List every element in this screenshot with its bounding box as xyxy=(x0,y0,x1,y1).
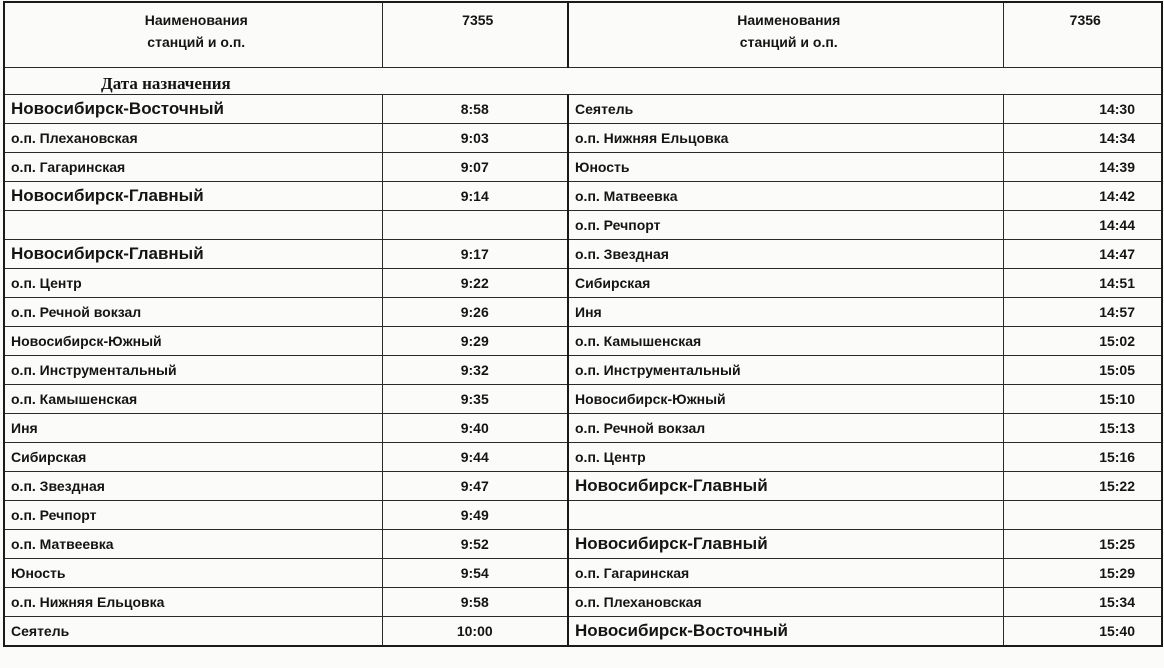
time-left: 9:22 xyxy=(382,269,568,298)
time-left: 9:54 xyxy=(382,559,568,588)
station-right: Новосибирск-Южный xyxy=(568,385,1003,414)
time-left: 9:32 xyxy=(382,356,568,385)
time-left: 10:00 xyxy=(382,617,568,647)
table-row xyxy=(4,269,1162,298)
table-row xyxy=(4,298,1162,327)
station-left: о.п. Инструментальный xyxy=(4,356,382,385)
station-right: о.п. Камышенская xyxy=(568,327,1003,356)
station-right: Новосибирск-Восточный xyxy=(568,617,1003,647)
time-left: 9:49 xyxy=(382,501,568,530)
station-left: Иня xyxy=(4,414,382,443)
time-left: 9:07 xyxy=(382,153,568,182)
time-left: 9:40 xyxy=(382,414,568,443)
station-right: Новосибирск-Главный xyxy=(568,472,1003,501)
table-row xyxy=(4,472,1162,501)
date-label: Дата назначения xyxy=(4,68,1162,95)
table-row xyxy=(4,559,1162,588)
station-right: о.п. Гагаринская xyxy=(568,559,1003,588)
time-right: 14:51 xyxy=(1003,269,1162,298)
station-left: Новосибирск-Главный xyxy=(4,182,382,211)
station-right: Новосибирск-Главный xyxy=(568,530,1003,559)
time-right: 14:42 xyxy=(1003,182,1162,211)
timetable-body xyxy=(4,95,1162,647)
header-line: станций и о.п. xyxy=(147,34,246,50)
time-left: 9:44 xyxy=(382,443,568,472)
time-right: 15:13 xyxy=(1003,414,1162,443)
table-row xyxy=(4,588,1162,617)
table-row xyxy=(4,356,1162,385)
time-right: 15:29 xyxy=(1003,559,1162,588)
station-left: Новосибирск-Восточный xyxy=(4,95,382,124)
station-right: о.п. Нижняя Ельцовка xyxy=(568,124,1003,153)
time-right: 15:22 xyxy=(1003,472,1162,501)
time-right xyxy=(1003,501,1162,530)
table-row xyxy=(4,124,1162,153)
station-left xyxy=(4,211,382,240)
station-right: Сибирская xyxy=(568,269,1003,298)
time-right: 15:34 xyxy=(1003,588,1162,617)
station-right xyxy=(568,501,1003,530)
station-right: о.п. Речной вокзал xyxy=(568,414,1003,443)
station-left: о.п. Нижняя Ельцовка xyxy=(4,588,382,617)
table-row xyxy=(4,327,1162,356)
time-right: 15:05 xyxy=(1003,356,1162,385)
timetable xyxy=(3,1,1163,647)
time-right: 15:40 xyxy=(1003,617,1162,647)
table-row xyxy=(4,95,1162,124)
header-line: Наименования xyxy=(144,12,248,28)
table-row xyxy=(4,182,1162,211)
date-row xyxy=(4,68,1162,95)
station-left: о.п. Звездная xyxy=(4,472,382,501)
table-row xyxy=(4,617,1162,647)
table-row xyxy=(4,501,1162,530)
header-train-7355: 7355 xyxy=(382,2,568,68)
station-left: Новосибирск-Южный xyxy=(4,327,382,356)
table-row xyxy=(4,153,1162,182)
header-line: Наименования xyxy=(737,12,841,28)
time-right: 15:25 xyxy=(1003,530,1162,559)
station-left: о.п. Речпорт xyxy=(4,501,382,530)
time-left: 9:29 xyxy=(382,327,568,356)
station-left: Юность xyxy=(4,559,382,588)
time-left: 9:14 xyxy=(382,182,568,211)
table-row xyxy=(4,443,1162,472)
time-right: 14:57 xyxy=(1003,298,1162,327)
header-train-7356: 7356 xyxy=(1003,2,1162,68)
header-line: станций и о.п. xyxy=(739,34,838,50)
station-right: о.п. Инструментальный xyxy=(568,356,1003,385)
station-left: Новосибирск-Главный xyxy=(4,240,382,269)
time-right: 14:30 xyxy=(1003,95,1162,124)
station-left: Сеятель xyxy=(4,617,382,647)
station-right: Сеятель xyxy=(568,95,1003,124)
station-left: о.п. Центр xyxy=(4,269,382,298)
time-right: 14:44 xyxy=(1003,211,1162,240)
station-left: о.п. Речной вокзал xyxy=(4,298,382,327)
time-left: 9:03 xyxy=(382,124,568,153)
table-row xyxy=(4,385,1162,414)
station-right: о.п. Матвеевка xyxy=(568,182,1003,211)
station-left: Сибирская xyxy=(4,443,382,472)
time-left: 9:58 xyxy=(382,588,568,617)
table-row xyxy=(4,530,1162,559)
time-right: 15:10 xyxy=(1003,385,1162,414)
time-left: 9:47 xyxy=(382,472,568,501)
time-left xyxy=(382,211,568,240)
header-station-names-left xyxy=(4,2,382,68)
station-right: о.п. Речпорт xyxy=(568,211,1003,240)
table-row xyxy=(4,240,1162,269)
station-left: о.п. Гагаринская xyxy=(4,153,382,182)
table-row xyxy=(4,414,1162,443)
station-left: о.п. Камышенская xyxy=(4,385,382,414)
station-right: Иня xyxy=(568,298,1003,327)
time-left: 8:58 xyxy=(382,95,568,124)
table-row xyxy=(4,211,1162,240)
time-left: 9:35 xyxy=(382,385,568,414)
station-right: о.п. Центр xyxy=(568,443,1003,472)
station-left: о.п. Плехановская xyxy=(4,124,382,153)
time-right: 14:34 xyxy=(1003,124,1162,153)
station-right: Юность xyxy=(568,153,1003,182)
time-left: 9:17 xyxy=(382,240,568,269)
time-right: 15:02 xyxy=(1003,327,1162,356)
station-left: о.п. Матвеевка xyxy=(4,530,382,559)
time-right: 14:39 xyxy=(1003,153,1162,182)
time-left: 9:26 xyxy=(382,298,568,327)
time-right: 14:47 xyxy=(1003,240,1162,269)
station-right: о.п. Плехановская xyxy=(568,588,1003,617)
table-header-row xyxy=(4,2,1162,68)
time-left: 9:52 xyxy=(382,530,568,559)
time-right: 15:16 xyxy=(1003,443,1162,472)
station-right: о.п. Звездная xyxy=(568,240,1003,269)
header-station-names-right xyxy=(568,2,1003,68)
